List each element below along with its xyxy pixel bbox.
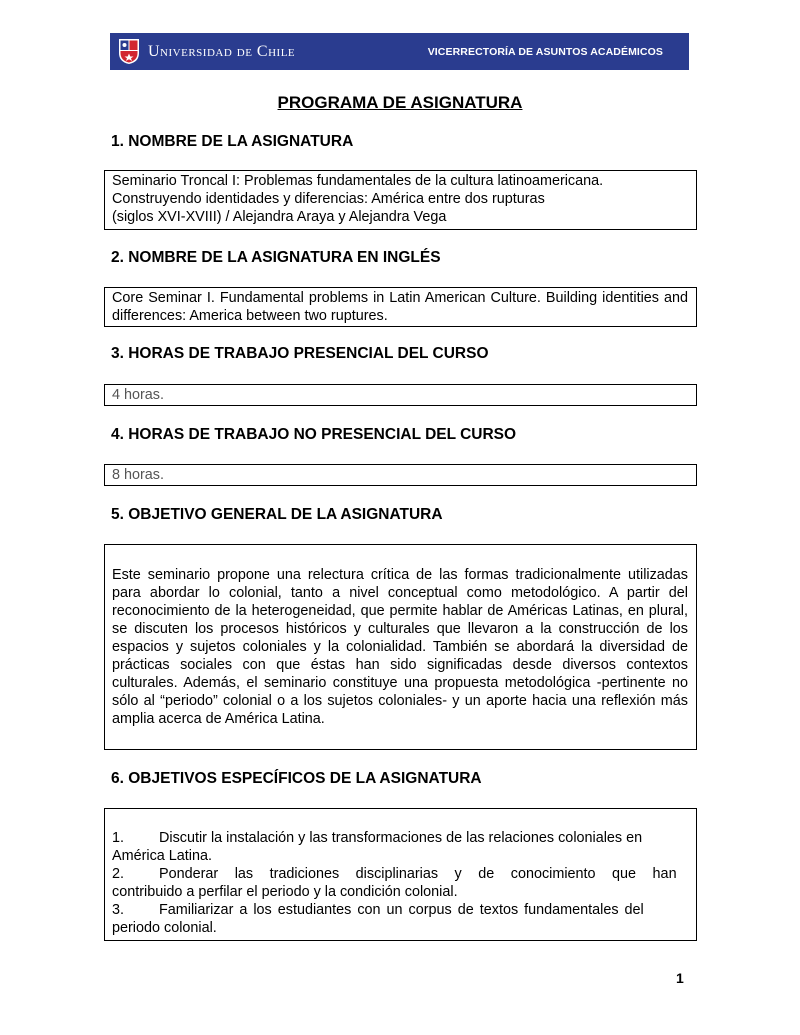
section-heading-objetivos-especificos: 6. OBJETIVOS ESPECÍFICOS DE LA ASIGNATURA [111,770,482,787]
section-heading-horas-presenciales: 3. HORAS DE TRABAJO PRESENCIAL DEL CURSO [111,345,489,362]
section-box-nombre-ingles [104,287,697,327]
list-item [112,829,688,865]
university-name: Universidad de Chile [148,42,296,60]
section-heading-horas-no-presenciales: 4. HORAS DE TRABAJO NO PRESENCIAL DEL CURSO [111,426,517,443]
list-item [112,901,688,937]
course-name-line: (siglos XVI-XVIII) / Alejandra Araya y Alejandra Vega [112,209,447,225]
horas-no-presenciales-value: 8 horas. [112,467,164,483]
section-box-horas-presenciales [104,384,697,406]
list-item-text: Ponderar las tradiciones disciplinarias y de conocimiento que han [159,866,677,882]
horas-presenciales-value: 4 horas. [112,387,164,403]
list-item-number: 3. [112,902,125,918]
vicerrectoria-label: VICERRECTORÍA DE ASUNTOS ACADÉMICOS [427,45,663,58]
list-item-text: contribuido a perfilar el periodo y la condición colonial. [112,884,458,900]
list-item-text: Familiarizar a los estudiantes con un corpus de textos fundamentales del [159,902,644,918]
list-item [112,865,688,901]
document-title: PROGRAMA DE ASIGNATURA [277,93,523,112]
section-box-horas-no-presenciales [104,464,697,486]
list-item-number: 1. [112,830,125,846]
section-box-nombre [104,170,697,230]
course-name-line: Construyendo identidades y diferencias: América entre dos rupturas [112,191,545,207]
university-logo [118,38,295,65]
section-heading-nombre-ingles: 2. NOMBRE DE LA ASIGNATURA EN INGLÉS [111,249,441,266]
section-heading-nombre: 1. NOMBRE DE LA ASIGNATURA [111,133,354,150]
list-item-text: periodo colonial. [112,920,217,936]
page-number: 1 [676,970,684,986]
section-box-objetivos-especificos [104,808,697,941]
section-heading-objetivo-general: 5. OBJETIVO GENERAL DE LA ASIGNATURA [111,506,443,523]
crest-icon [118,38,140,65]
list-item-text: Discutir la instalación y las transformaciones de las relaciones coloniales en [159,830,643,846]
list-item-number: 2. [112,866,125,882]
course-name-line: Seminario Troncal I: Problemas fundamentales de la cultura latinoamericana. [112,173,604,189]
list-item-text: América Latina. [112,848,212,864]
objetivo-general-text: Este seminario propone una relectura crítica de las formas tradicionalmente utilizadas para abordar lo colonial, tanto a nivel conceptual como metodológico. A partir del reconocimiento de la heterogeneidad, que permite hablar de Américas Latinas, en plural, se discuten los procesos históricos y culturales que llevaron a la construcción de los espacios y sujetos coloniales y la colonialidad. También se abordará la diversidad de prácticas sociales con que éstas han sido significadas desde diversos contextos culturales. Además, el seminario constituye una propuesta metodológica -pertinente no sólo al “periodo” colonial o a los sujetos coloniales- y un aporte hacia una reflexión más amplia acerca de América Latina. [112,567,688,727]
course-name-english: Core Seminar I. Fundamental problems in Latin American Culture. Building identities and differences: America between two ruptures. [112,290,688,324]
section-box-objetivo-general [104,544,697,750]
header-banner [110,33,689,70]
